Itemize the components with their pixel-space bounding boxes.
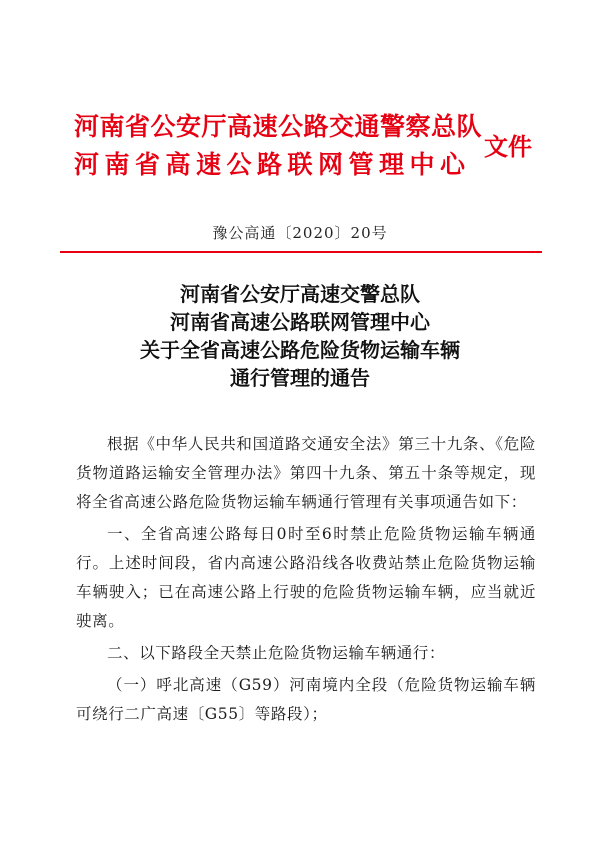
notice-body xyxy=(76,430,536,729)
document-type-label: 文件 xyxy=(484,132,532,161)
paragraph-clause-1: 一、全省高速公路每日0时至6时禁止危险货物运输车辆通行。上述时间段，省内高速公路沿线各收费站禁止危险货物运输车辆驶入；已在高速公路上行驶的危险货物运输车辆，应当就近驶离。 xyxy=(76,525,536,630)
issuer-name-2: 河南省高速公路联网管理中心 xyxy=(74,150,471,179)
document-header xyxy=(40,96,570,192)
title-line-1: 河南省公安厅高速交警总队 xyxy=(180,282,420,306)
title-line-3: 关于全省高速公路危险货物运输车辆 xyxy=(140,338,460,362)
issuer-name-1: 河南省公安厅高速公路交通警察总队 xyxy=(74,112,483,141)
paragraph-intro: 根据《中华人民共和国道路交通安全法》第三十九条、《危险货物道路运输安全管理办法》第四十九条、第五十条等规定，现将全省高速公路危险货物运输车辆通行管理有关事项通告如下： xyxy=(76,435,536,511)
document-number: 豫公高通〔2020〕20号 xyxy=(212,224,388,242)
notice-title xyxy=(0,280,600,392)
title-line-2: 河南省高速公路联网管理中心 xyxy=(170,310,430,334)
red-divider xyxy=(60,251,542,253)
paragraph-clause-2-1: （一）呼北高速（G59）河南境内全段（危险货物运输车辆可绕行二广高速〔G55〕等路段）； xyxy=(76,676,536,723)
title-line-4: 通行管理的通告 xyxy=(230,366,370,390)
paragraph-clause-2: 二、以下路段全天禁止危险货物运输车辆通行： xyxy=(107,644,446,662)
